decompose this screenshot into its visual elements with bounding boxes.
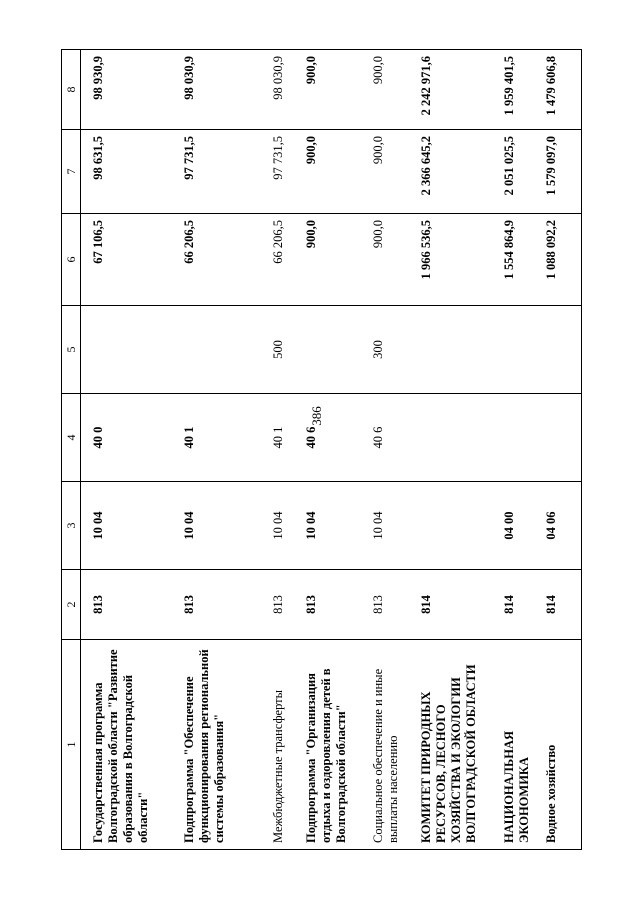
expense-type-code: 500 bbox=[264, 306, 300, 394]
amount-col-8: 900,0 bbox=[300, 50, 363, 130]
amount-col-6: 66 206,5 bbox=[264, 214, 300, 306]
table-row bbox=[300, 50, 363, 850]
column-number: 4 bbox=[62, 394, 81, 482]
row-name: Подпрограмма "Организация отдыха и оздоровления детей в Волгоградской области" bbox=[300, 640, 363, 850]
amount-col-8: 1 479 606,8 bbox=[536, 50, 582, 130]
program-code bbox=[414, 394, 496, 482]
expense-type-code bbox=[81, 306, 175, 394]
column-number: 3 bbox=[62, 482, 81, 570]
row-name: КОМИТЕТ ПРИРОДНЫХ РЕСУРСОВ, ЛЕСНОГО ХОЗЯЙСТВА И ЭКОЛОГИИ ВОЛГОГРАДСКОЙ ОБЛАСТИ bbox=[414, 640, 496, 850]
amount-col-6: 1 554 864,9 bbox=[496, 214, 536, 306]
amount-col-6: 66 206,5 bbox=[175, 214, 264, 306]
ministry-code: 813 bbox=[264, 570, 300, 640]
row-name: Государственная программа Волгоградской области "Развитие образования в Волгоградской области" bbox=[81, 640, 175, 850]
program-code: 40 1 bbox=[264, 394, 300, 482]
section-code: 10 04 bbox=[81, 482, 175, 570]
row-name: Подпрограмма "Обеспечение функционирования региональной системы образования" bbox=[175, 640, 264, 850]
program-code: 40 1 bbox=[175, 394, 264, 482]
amount-col-7: 2 366 645,2 bbox=[414, 130, 496, 214]
row-name: Водное хозяйство bbox=[536, 640, 582, 850]
table-row bbox=[414, 50, 496, 850]
amount-col-8: 1 959 401,5 bbox=[496, 50, 536, 130]
budget-table bbox=[61, 49, 582, 850]
amount-col-6: 1 088 092,2 bbox=[536, 214, 582, 306]
row-name: Социальное обеспечение и иные выплаты населению bbox=[363, 640, 414, 850]
amount-col-7: 97 731,5 bbox=[264, 130, 300, 214]
row-name: НАЦИОНАЛЬНАЯ ЭКОНОМИКА bbox=[496, 640, 536, 850]
program-code: 40 0 bbox=[81, 394, 175, 482]
expense-type-code bbox=[175, 306, 264, 394]
amount-col-7: 97 731,5 bbox=[175, 130, 264, 214]
amount-col-8: 98 030,9 bbox=[264, 50, 300, 130]
column-number: 2 bbox=[62, 570, 81, 640]
amount-col-8: 98 930,9 bbox=[81, 50, 175, 130]
ministry-code: 814 bbox=[536, 570, 582, 640]
ministry-code: 813 bbox=[81, 570, 175, 640]
ministry-code: 813 bbox=[363, 570, 414, 640]
column-number: 1 bbox=[62, 640, 81, 850]
row-name: Межбюджетные трансферты bbox=[264, 640, 300, 850]
amount-col-8: 98 030,9 bbox=[175, 50, 264, 130]
ministry-code: 814 bbox=[414, 570, 496, 640]
section-code bbox=[414, 482, 496, 570]
amount-col-7: 98 631,5 bbox=[81, 130, 175, 214]
program-code: 40 6 bbox=[363, 394, 414, 482]
expense-type-code bbox=[496, 306, 536, 394]
section-code: 10 04 bbox=[363, 482, 414, 570]
amount-col-7: 2 051 025,5 bbox=[496, 130, 536, 214]
amount-col-7: 1 579 097,0 bbox=[536, 130, 582, 214]
ministry-code: 813 bbox=[300, 570, 363, 640]
ministry-code: 814 bbox=[496, 570, 536, 640]
table-row bbox=[496, 50, 536, 850]
page-number: 386 bbox=[309, 406, 324, 426]
amount-col-6: 67 106,5 bbox=[81, 214, 175, 306]
expense-type-code bbox=[414, 306, 496, 394]
section-code: 04 00 bbox=[496, 482, 536, 570]
column-number: 6 bbox=[62, 214, 81, 306]
table-row bbox=[536, 50, 582, 850]
program-code bbox=[536, 394, 582, 482]
amount-col-6: 1 966 536,5 bbox=[414, 214, 496, 306]
column-number: 8 bbox=[62, 50, 81, 130]
column-number-row bbox=[62, 50, 81, 850]
expense-type-code: 300 bbox=[363, 306, 414, 394]
column-number: 5 bbox=[62, 306, 81, 394]
amount-col-8: 900,0 bbox=[363, 50, 414, 130]
rotated-table-container bbox=[61, 50, 586, 850]
program-code: 40 6 bbox=[300, 394, 363, 482]
column-number: 7 bbox=[62, 130, 81, 214]
table-row bbox=[363, 50, 414, 850]
section-code: 10 04 bbox=[175, 482, 264, 570]
amount-col-8: 2 242 971,6 bbox=[414, 50, 496, 130]
amount-col-7: 900,0 bbox=[300, 130, 363, 214]
amount-col-6: 900,0 bbox=[300, 214, 363, 306]
amount-col-7: 900,0 bbox=[363, 130, 414, 214]
amount-col-6: 900,0 bbox=[363, 214, 414, 306]
expense-type-code bbox=[300, 306, 363, 394]
program-code bbox=[496, 394, 536, 482]
ministry-code: 813 bbox=[175, 570, 264, 640]
section-code: 04 06 bbox=[536, 482, 582, 570]
section-code: 10 04 bbox=[300, 482, 363, 570]
section-code: 10 04 bbox=[264, 482, 300, 570]
table-row bbox=[264, 50, 300, 850]
table-row bbox=[81, 50, 175, 850]
expense-type-code bbox=[536, 306, 582, 394]
table-row bbox=[175, 50, 264, 850]
